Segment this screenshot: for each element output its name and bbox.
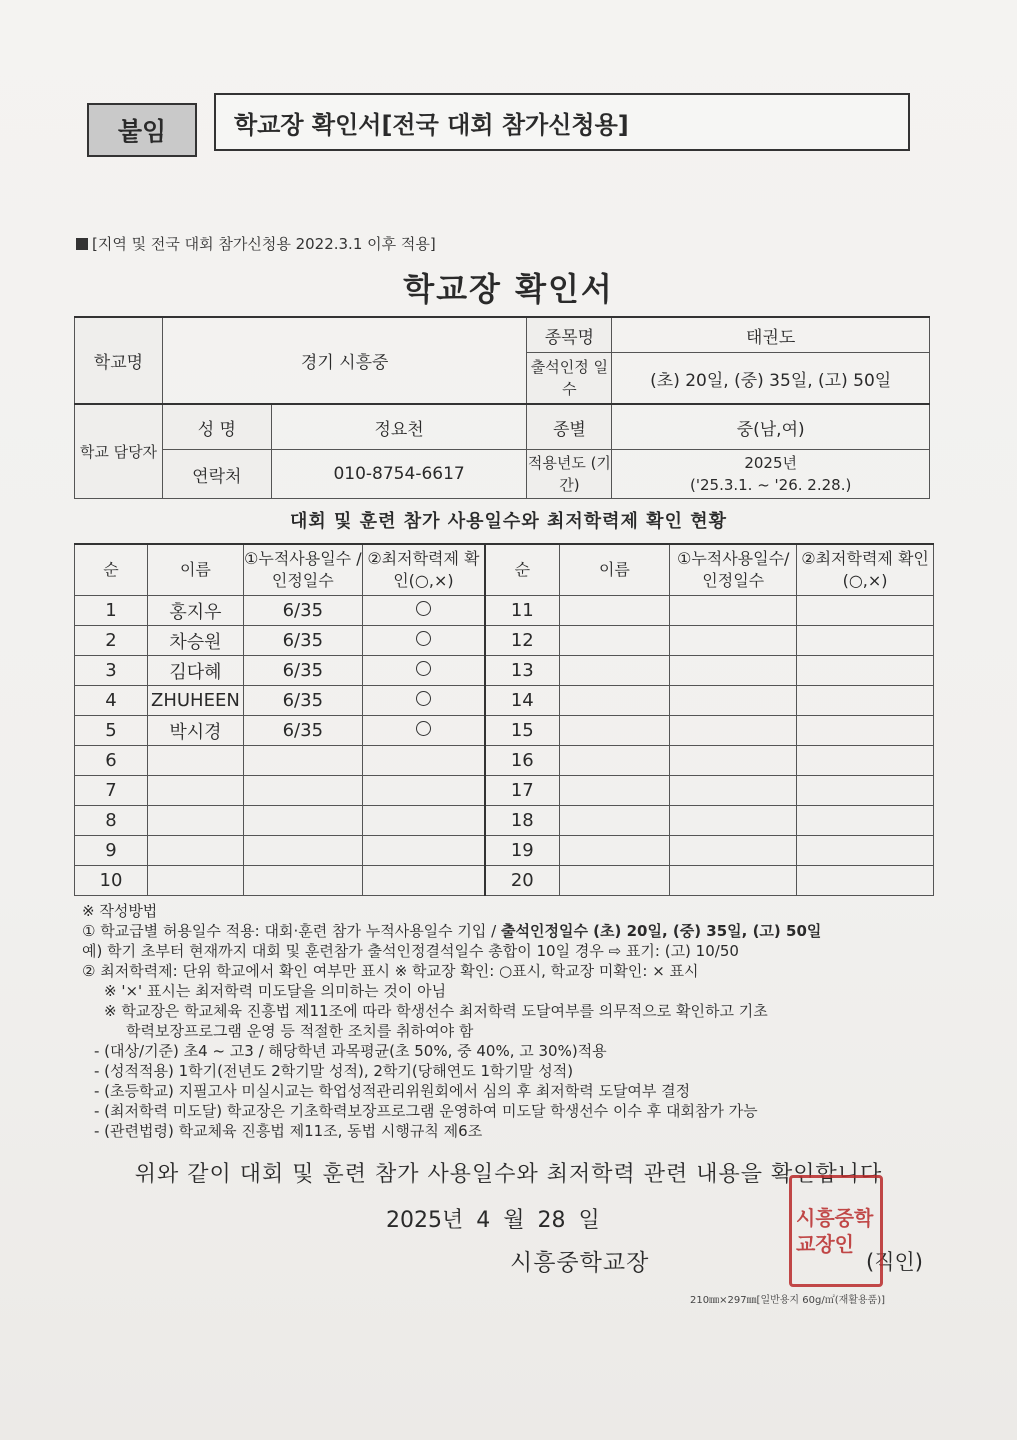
row-name-2 [559, 716, 670, 746]
header-min-check: ②최저학력제 확인(○,×) [362, 544, 485, 596]
school-value: 경기 시흥중 [162, 317, 527, 404]
period-value: ('25.3.1. ~ '26. 2.28.) [690, 476, 852, 494]
manager-label: 학교 담당자 [75, 404, 163, 499]
row-min-check-2 [797, 746, 934, 776]
roster-table [74, 543, 934, 896]
event-label: 종목명 [527, 317, 612, 353]
check-circle-icon [416, 721, 431, 736]
row-no-2: 15 [485, 716, 559, 746]
row-days-2 [670, 716, 797, 746]
row-days-2 [670, 836, 797, 866]
row-name: ZHUHEEN [147, 686, 243, 716]
row-no-2: 13 [485, 656, 559, 686]
table-row [75, 686, 934, 716]
detail-1: - (대상/기준) 초4 ~ 고3 / 해당학년 과목평균(초 50%, 중 40%, 고 30%)적용 [94, 1042, 607, 1060]
row-days-2 [670, 626, 797, 656]
row-name-2 [559, 656, 670, 686]
school-label: 학교명 [75, 317, 163, 404]
detail-5: - (관련법령) 학교체육 진흥법 제11조, 동법 시행규칙 제6조 [94, 1122, 483, 1140]
row-min-check [362, 656, 485, 686]
note-4b: 학력보장프로그램 운영 등 적절한 조치를 취하여야 함 [126, 1022, 474, 1040]
detail-3: - (초등학교) 지필고사 미실시교는 학업성적관리위원회에서 심의 후 최저학력 도달여부 결정 [94, 1082, 691, 1100]
row-days: 6/35 [243, 686, 362, 716]
principal-name: 시흥중학교장 [510, 1250, 650, 1276]
row-min-check [362, 866, 485, 896]
row-name [147, 806, 243, 836]
note-1-example: 예) 학기 초부터 현재까지 대회 및 훈련참가 출석인정결석일수 총합이 10일 경우 ⇨ 표기: (고) 10/50 [82, 942, 739, 960]
row-no-2: 17 [485, 776, 559, 806]
row-no: 10 [75, 866, 148, 896]
year-cell [612, 450, 930, 499]
row-days [243, 866, 362, 896]
table-row [75, 776, 934, 806]
row-min-check [362, 776, 485, 806]
row-no-2: 12 [485, 626, 559, 656]
row-name-2 [559, 596, 670, 626]
row-name [147, 866, 243, 896]
info-table [74, 316, 930, 499]
roster-body [75, 596, 934, 896]
row-min-check-2 [797, 806, 934, 836]
row-min-check [362, 626, 485, 656]
row-name: 박시경 [147, 716, 243, 746]
row-no-2: 14 [485, 686, 559, 716]
instructions [82, 901, 942, 1141]
row-min-check [362, 746, 485, 776]
row-name [147, 746, 243, 776]
row-days-2 [670, 656, 797, 686]
row-days [243, 746, 362, 776]
page-title: 학교장 확인서 [403, 270, 614, 308]
row-min-check-2 [797, 686, 934, 716]
table-row [75, 746, 934, 776]
row-no: 1 [75, 596, 148, 626]
header-no: 순 [75, 544, 148, 596]
row-no: 2 [75, 626, 148, 656]
row-name-2 [559, 686, 670, 716]
paper-spec: 210㎜×297㎜[일반용지 60g/㎡(재활용품)] [690, 1295, 886, 1306]
note-2: ② 최저학력제: 단위 학교에서 확인 여부만 표시 ※ 학교장 확인: ○표시, 학교장 미확인: × 표시 [82, 962, 699, 980]
row-no-2: 11 [485, 596, 559, 626]
row-no-2: 19 [485, 836, 559, 866]
row-name: 차승원 [147, 626, 243, 656]
row-days-2 [670, 686, 797, 716]
table-row [75, 596, 934, 626]
table-row [75, 866, 934, 896]
row-name [147, 776, 243, 806]
detail-2: - (성적적용) 1학기(전년도 2학기말 성적), 2학기(당해연도 1학기말 성적) [94, 1062, 574, 1080]
row-days [243, 836, 362, 866]
row-min-check [362, 716, 485, 746]
header-title: 학교장 확인서[전국 대회 참가신청용] [214, 93, 910, 151]
row-no-2: 18 [485, 806, 559, 836]
table-row [75, 806, 934, 836]
row-no: 7 [75, 776, 148, 806]
row-min-check-2 [797, 656, 934, 686]
row-name-2 [559, 806, 670, 836]
official-seal-icon: 시흥중학교장인 [789, 1175, 883, 1287]
row-days: 6/35 [243, 656, 362, 686]
contact-value: 010-8754-6617 [271, 450, 527, 499]
row-no: 3 [75, 656, 148, 686]
roster-header-row [75, 544, 934, 596]
row-name [147, 836, 243, 866]
row-min-check [362, 836, 485, 866]
row-name-2 [559, 836, 670, 866]
category-label: 종별 [527, 404, 612, 450]
row-days: 6/35 [243, 716, 362, 746]
row-min-check-2 [797, 866, 934, 896]
row-min-check [362, 596, 485, 626]
notes-heading: ※ 작성방법 [82, 902, 158, 920]
check-circle-icon [416, 601, 431, 616]
row-no: 8 [75, 806, 148, 836]
header-name: 이름 [147, 544, 243, 596]
name-label: 성 명 [162, 404, 271, 450]
header-name-2: 이름 [559, 544, 670, 596]
seal-mark: (직인) [866, 1250, 923, 1274]
row-min-check [362, 806, 485, 836]
row-days-2 [670, 866, 797, 896]
row-days-2 [670, 776, 797, 806]
row-min-check-2 [797, 596, 934, 626]
row-no: 4 [75, 686, 148, 716]
event-value: 태권도 [612, 317, 930, 353]
section-title: 대회 및 훈련 참가 사용일수와 최저학력제 확인 현황 [289, 511, 727, 532]
check-circle-icon [416, 691, 431, 706]
row-name-2 [559, 776, 670, 806]
date: 2025년 4 월 28 일 [386, 1208, 600, 1233]
header-min-check-2: ②최저학력제 확인(○,×) [797, 544, 934, 596]
row-name: 홍지우 [147, 596, 243, 626]
attendance-label: 출석인정 일수 [527, 353, 612, 405]
attendance-value: (초) 20일, (중) 35일, (고) 50일 [612, 353, 930, 405]
attachment-label: 붙임 [87, 103, 197, 157]
square-bullet-icon [76, 238, 88, 250]
row-no: 5 [75, 716, 148, 746]
row-days-2 [670, 806, 797, 836]
note-3: ※ '×' 표시는 최저학력 미도달을 의미하는 것이 아님 [104, 982, 447, 1000]
row-min-check-2 [797, 836, 934, 866]
row-days-2 [670, 746, 797, 776]
row-no-2: 16 [485, 746, 559, 776]
row-name: 김다혜 [147, 656, 243, 686]
contact-label: 연락처 [162, 450, 271, 499]
row-min-check-2 [797, 776, 934, 806]
row-min-check-2 [797, 716, 934, 746]
row-no-2: 20 [485, 866, 559, 896]
row-days [243, 806, 362, 836]
check-circle-icon [416, 661, 431, 676]
row-name-2 [559, 626, 670, 656]
confirm-statement: 위와 같이 대회 및 훈련 참가 사용일수와 최저학력 관련 내용을 확인합니다 [134, 1162, 883, 1187]
row-min-check-2 [797, 626, 934, 656]
header-no-2: 순 [485, 544, 559, 596]
table-row [75, 626, 934, 656]
header-days-2: ①누적사용일수/ 인정일수 [670, 544, 797, 596]
scope-note: [지역 및 전국 대회 참가신청용 2022.3.1 이후 적용] [76, 233, 436, 254]
row-name-2 [559, 746, 670, 776]
row-no: 9 [75, 836, 148, 866]
check-circle-icon [416, 631, 431, 646]
year-value: 2025년 [744, 454, 797, 472]
name-value: 정요천 [271, 404, 527, 450]
row-days: 6/35 [243, 626, 362, 656]
row-days: 6/35 [243, 596, 362, 626]
year-label: 적용년도 (기간) [527, 450, 612, 499]
table-row [75, 656, 934, 686]
note-4: ※ 학교장은 학교체육 진흥법 제11조에 따라 학생선수 최저학력 도달여부를 의무적으로 확인하고 기초 [104, 1002, 768, 1020]
header-days: ①누적사용일수 /인정일수 [243, 544, 362, 596]
table-row [75, 836, 934, 866]
table-row [75, 716, 934, 746]
row-no: 6 [75, 746, 148, 776]
row-name-2 [559, 866, 670, 896]
note-1: ① 학교급별 허용일수 적용: 대회·훈련 참가 누적사용일수 기입 / 출석인정일수 (초) 20일, (중) 35일, (고) 50일 [82, 922, 822, 940]
detail-4: - (최저학력 미도달) 학교장은 기초학력보장프로그램 운영하여 미도달 학생선수 이수 후 대회참가 가능 [94, 1102, 758, 1120]
category-value: 중(남,여) [612, 404, 930, 450]
row-min-check [362, 686, 485, 716]
row-days [243, 776, 362, 806]
row-days-2 [670, 596, 797, 626]
